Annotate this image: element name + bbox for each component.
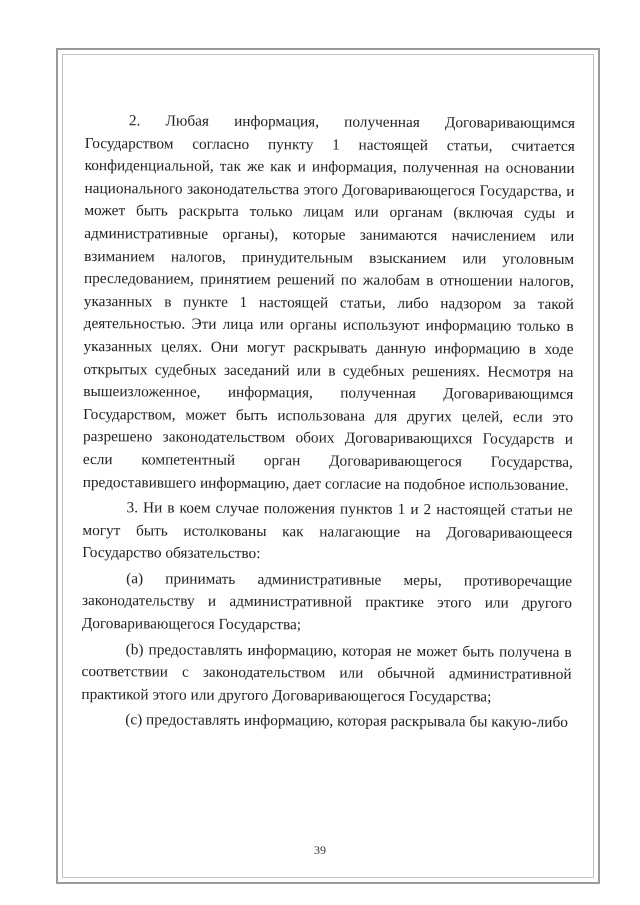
subparagraph-b: (b) предоставлять информацию, которая не может быть получена в соответствии с законодательством или обычной административной практикой этого или другого Договаривающегося Государства;: [81, 640, 572, 706]
subparagraph-c: (c) предоставлять информацию, которая раскрывала бы какую-либо: [125, 711, 568, 732]
paragraph-3-limitations: 3. Ни в коем случае положения пунктов 1 и 2 настоящей статьи не могут быть истолкованы как налагающие на Договаривающееся Государство обязательство:: [82, 499, 573, 563]
subparagraph-a: (a) принимать административные меры, противоречащие законодательству и административной практике этого или другого Договаривающегося Государства;: [81, 570, 573, 634]
page-number: 39: [314, 843, 326, 857]
paragraph-2-confidentiality: 2. Любая информация, полученная Договаривающимся Государством согласно пункту 1 настоящей статьи, считается конфиденциальной, так же как и информация, полученная на основании национального законодательства этого Договаривающегося Государства, и может быть раскрыта только лицам или органам (включая суды и административные органы), которые занимаются начислением или взиманием налогов, принудительным взысканием или уголовным преследованием, принятием решений по жалобам в отношении налогов, указанных в пункте 1 настоящей статьи, либо надзором за такой деятельностью. Эти лица или органы используют информацию только в указанных целях. Они могут раскрывать данную информацию в ходе открытых судебных заседаний или в судебных решениях. Несмотря на вышеизложенное, информация, полученная Договаривающимся Государством, может быть использована для других целей, если это разрешено законодательством обоих Договаривающихся Государств и если компетентный орган Договаривающегося Государства, предоставившего информацию, дает согласие на подобное использование.: [82, 112, 575, 494]
document-body: [81, 110, 575, 735]
